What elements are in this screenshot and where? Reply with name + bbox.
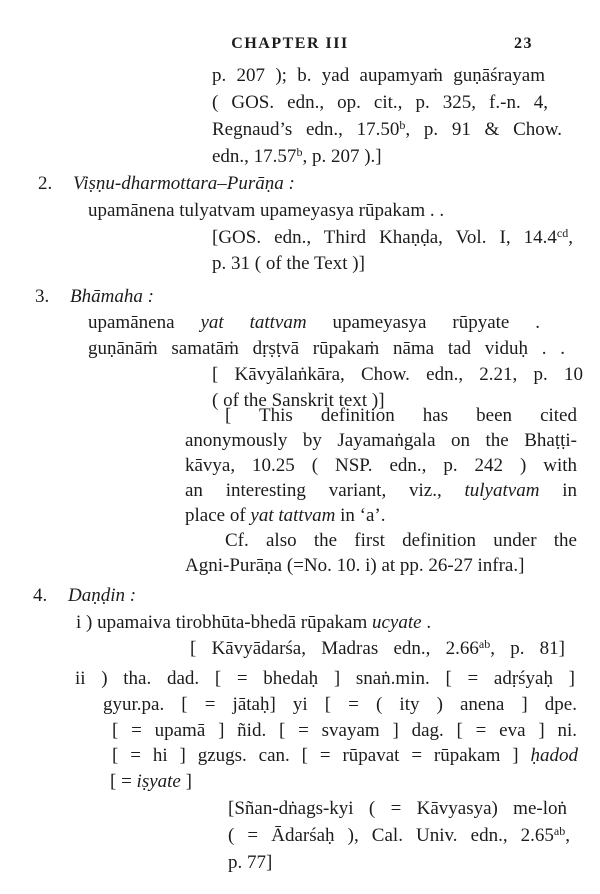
- note-text-italic: yat tattvam: [250, 505, 336, 526]
- gloss-text-italic: iṣyate: [136, 771, 181, 792]
- tibetan-gloss-line: [ = upamā ] ñid. [ = svayam ] dag. [ = eva ] ni.: [112, 720, 577, 741]
- reference-line: [212, 226, 573, 250]
- reference-line: [212, 91, 548, 115]
- note-line: Agni-Purāṇa (=No. 10. i) at pp. 26-27 infra.]: [185, 555, 525, 576]
- reference-text: ( = Ādarśaḥ ), Cal. Univ. edn., 2.65: [228, 825, 554, 846]
- note-line: anonymously by Jayamaṅgala on the Bhaṭṭi-: [185, 430, 577, 451]
- quote-text: i ) upamaiva tirobhūta-bhedā rūpakam: [76, 612, 368, 633]
- reference-text: , p. 207 ).]: [302, 146, 382, 167]
- tibetan-gloss-line: [110, 770, 192, 794]
- note-text: in: [562, 480, 578, 501]
- gloss-text: [ = hi ] gzugs. can. [ = rūpavat = rūpakam ]: [112, 745, 519, 766]
- sanskrit-quote-line: guṇānāṁ samatāṁ dṛṣṭvā rūpakaṁ nāma tad viduḥ . .: [88, 338, 565, 359]
- superscript-verse-letter: ab: [553, 824, 566, 838]
- reference-text: [GOS. edn., Third Khaṇḍa, Vol. I, 14.4: [212, 227, 557, 248]
- sanskrit-quote-line: upamānena tulyatvam upameyasya rūpakam . .: [88, 200, 445, 221]
- note-line: [185, 479, 577, 503]
- superscript-verse-letter: b: [399, 118, 406, 132]
- superscript-verse-letter: ab: [478, 637, 491, 651]
- chapter-heading: CHAPTER III: [231, 35, 349, 52]
- reference-line: [212, 118, 562, 142]
- quote-text: upamānena: [88, 312, 175, 333]
- sanskrit-quote-line: [88, 311, 540, 335]
- note-line: [ This definition has been cited: [225, 405, 577, 426]
- reference-line: [212, 145, 382, 169]
- tibetan-gloss-line: ii ) tha. dad. [ = bhedaḥ ] snaṅ.min. [ = adṛśyaḥ ]: [75, 668, 575, 689]
- item-number: 3.: [35, 286, 50, 307]
- quote-text-italic: yat tattvam: [200, 312, 307, 333]
- superscript-verse-letter: cd: [556, 226, 569, 240]
- tibetan-gloss-line: gyur.pa. [ = jātaḥ] yi [ = ( ity ) anena ] dpe.: [103, 694, 577, 715]
- reference-text: , p. 91 & Chow.: [405, 119, 562, 140]
- sanskrit-quote-line: [76, 611, 431, 635]
- quote-text-italic: ucyate: [371, 612, 422, 633]
- reference-line: ( of the Sanskrit text )]: [212, 390, 385, 411]
- reference-text: , p. 81]: [490, 638, 566, 659]
- reference-text: p. 207 ); b. yad aupamyaṁ guṇāśrayam: [212, 65, 545, 86]
- item-heading: Daṇḍin :: [68, 585, 137, 606]
- reference-line: [Sñan-dṅags-kyi ( = Kāvyasya) me-loṅ: [228, 798, 567, 819]
- reference-text: ( GOS. edn., op. cit., p. 325, f.-n. 4,: [212, 92, 548, 113]
- reference-line: p. 31 ( of the Text )]: [212, 253, 365, 274]
- note-line: Cf. also the first definition under the: [225, 530, 577, 551]
- note-text: place of: [185, 505, 246, 526]
- reference-text: edn., 17.57: [212, 146, 297, 167]
- reference-line: [228, 824, 570, 848]
- quote-text: .: [426, 612, 432, 633]
- note-text-italic: tulyatvam: [464, 480, 540, 501]
- reference-text: [ Kāvyādarśa, Madras edn., 2.66: [190, 638, 479, 659]
- tibetan-gloss-line: [112, 744, 578, 768]
- note-text: an interesting variant, viz.,: [185, 480, 442, 501]
- item-heading: Viṣṇu-dharmottara–Purāṇa :: [73, 173, 295, 194]
- reference-text: ,: [568, 227, 573, 248]
- reference-text: Regnaud’s edn., 17.50: [212, 119, 400, 140]
- gloss-text: [ =: [110, 771, 132, 792]
- item-number: 2.: [38, 173, 53, 194]
- quote-text: upameyasya rūpyate .: [332, 312, 541, 333]
- reference-text: ,: [565, 825, 570, 846]
- page-number: 23: [514, 35, 533, 52]
- superscript-verse-letter: b: [296, 145, 303, 159]
- item-number: 4.: [33, 585, 48, 606]
- gloss-text: ]: [185, 771, 192, 792]
- gloss-text-italic: ḥadod: [530, 745, 579, 766]
- item-heading: Bhāmaha :: [70, 286, 154, 307]
- note-line: [185, 504, 385, 528]
- reference-line: p. 77]: [228, 852, 273, 873]
- reference-line: [190, 637, 565, 661]
- reference-line: [212, 64, 545, 88]
- note-text: in ‘a’.: [340, 505, 386, 526]
- reference-line: [ Kāvyālaṅkāra, Chow. edn., 2.21, p. 10: [212, 364, 583, 385]
- note-line: kāvya, 10.25 ( NSP. edn., p. 242 ) with: [185, 455, 577, 476]
